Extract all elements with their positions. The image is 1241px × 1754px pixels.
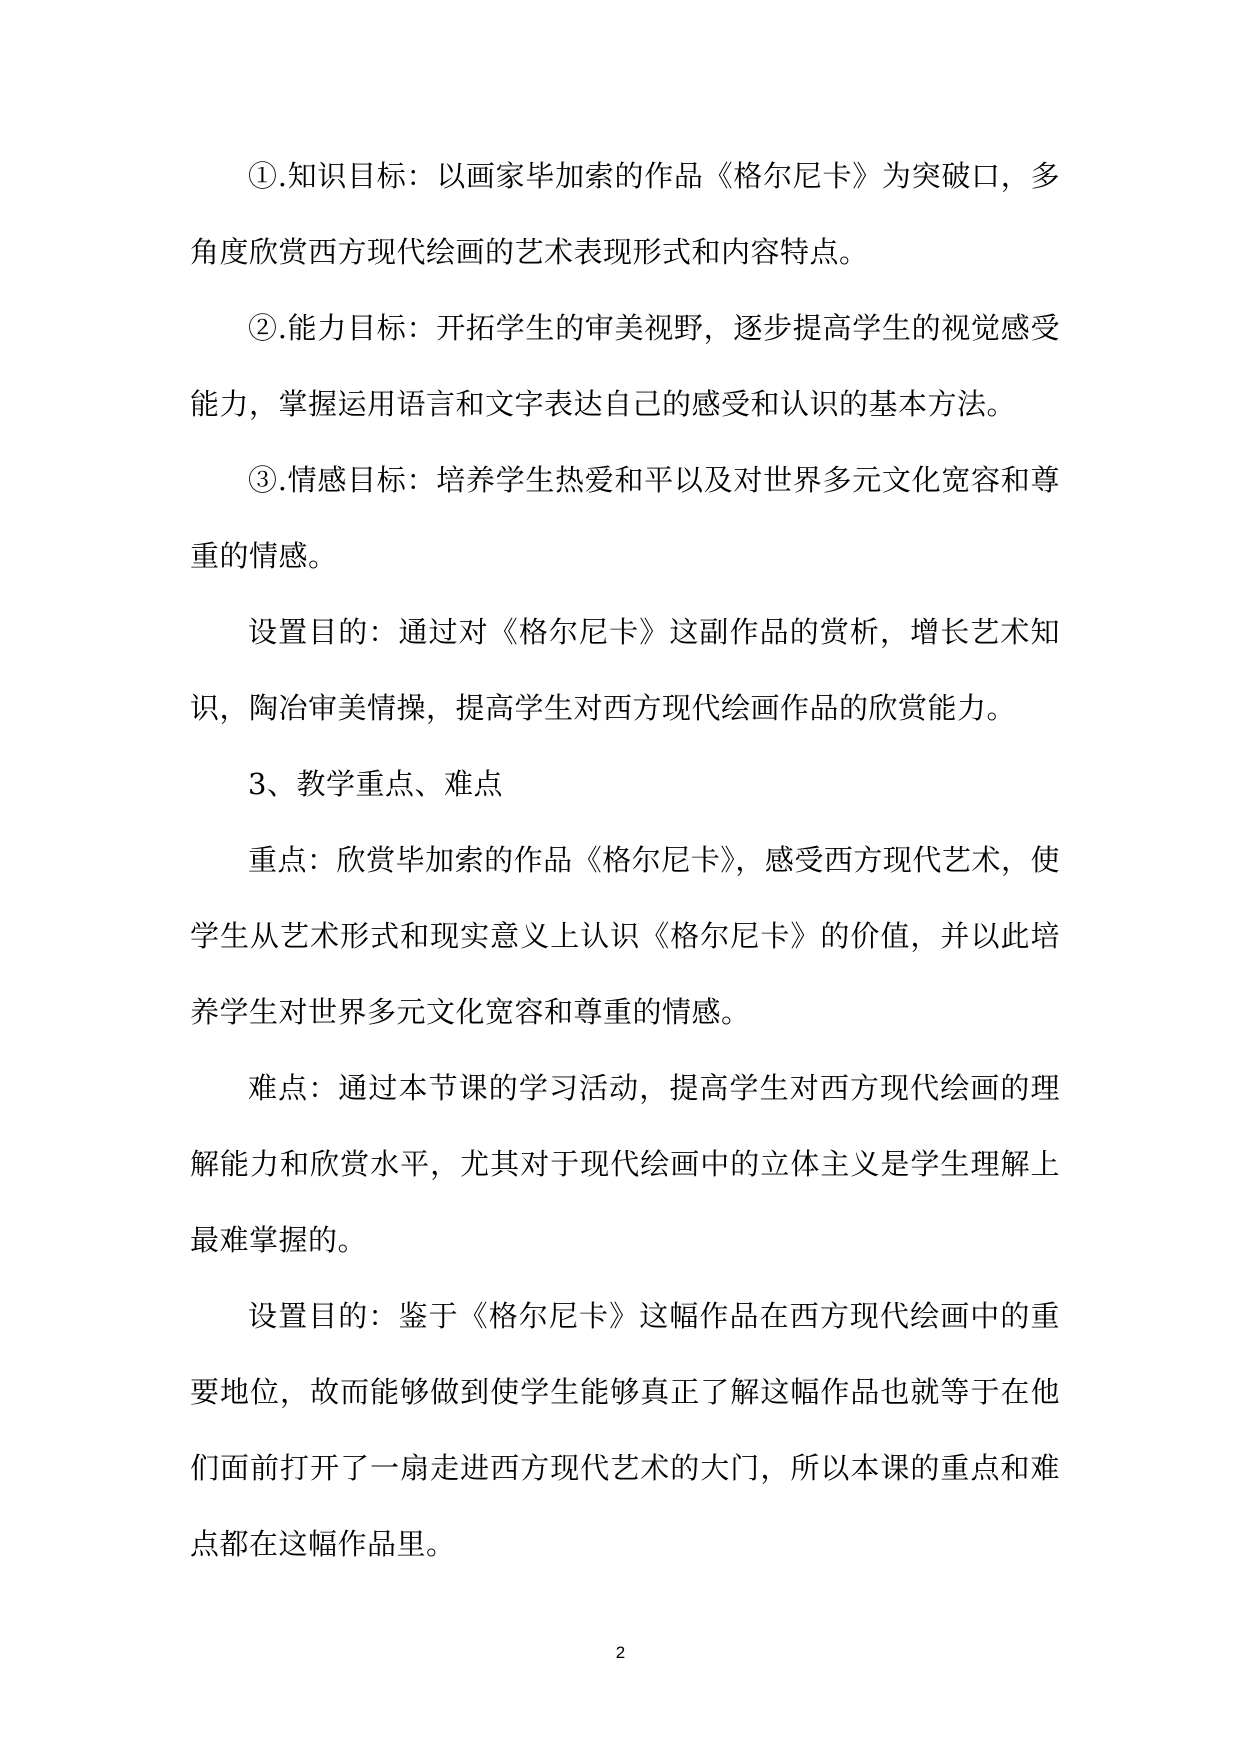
paragraph-key-point: 重点：欣赏毕加索的作品《格尔尼卡》，感受西方现代艺术，使学生从艺术形式和现实意义上认识《格尔尼卡》的价值，并以此培养学生对世界多元文化宽容和尊重的情感。 [190, 843, 1060, 1029]
page-number: 2 [615, 1643, 626, 1662]
paragraph-purpose-2: 设置目的：鉴于《格尔尼卡》这幅作品在西方现代绘画中的重要地位，故而能够做到使学生能够真正了解这幅作品也就等于在他们面前打开了一扇走进西方现代艺术的大门，所以本课的重点和难点都在这幅作品里。 [190, 1299, 1060, 1561]
paragraph-ability-goal: ②.能力目标：开拓学生的审美视野，逐步提高学生的视觉感受能力，掌握运用语言和文字表达自己的感受和认识的基本方法。 [190, 311, 1060, 421]
document-body [190, 138, 1060, 1582]
section-heading-key-points: 3、教学重点、难点 [248, 767, 503, 801]
paragraph-purpose-1: 设置目的：通过对《格尔尼卡》这副作品的赏析，增长艺术知识，陶冶审美情操，提高学生对西方现代绘画作品的欣赏能力。 [190, 615, 1060, 725]
paragraph-emotion-goal: ③.情感目标：培养学生热爱和平以及对世界多元文化宽容和尊重的情感。 [190, 463, 1060, 573]
paragraph-difficulty: 难点：通过本节课的学习活动，提高学生对西方现代绘画的理解能力和欣赏水平，尤其对于现代绘画中的立体主义是学生理解上最难掌握的。 [190, 1071, 1060, 1257]
paragraph-knowledge-goal: ①.知识目标：以画家毕加索的作品《格尔尼卡》为突破口，多角度欣赏西方现代绘画的艺术表现形式和内容特点。 [190, 159, 1060, 269]
